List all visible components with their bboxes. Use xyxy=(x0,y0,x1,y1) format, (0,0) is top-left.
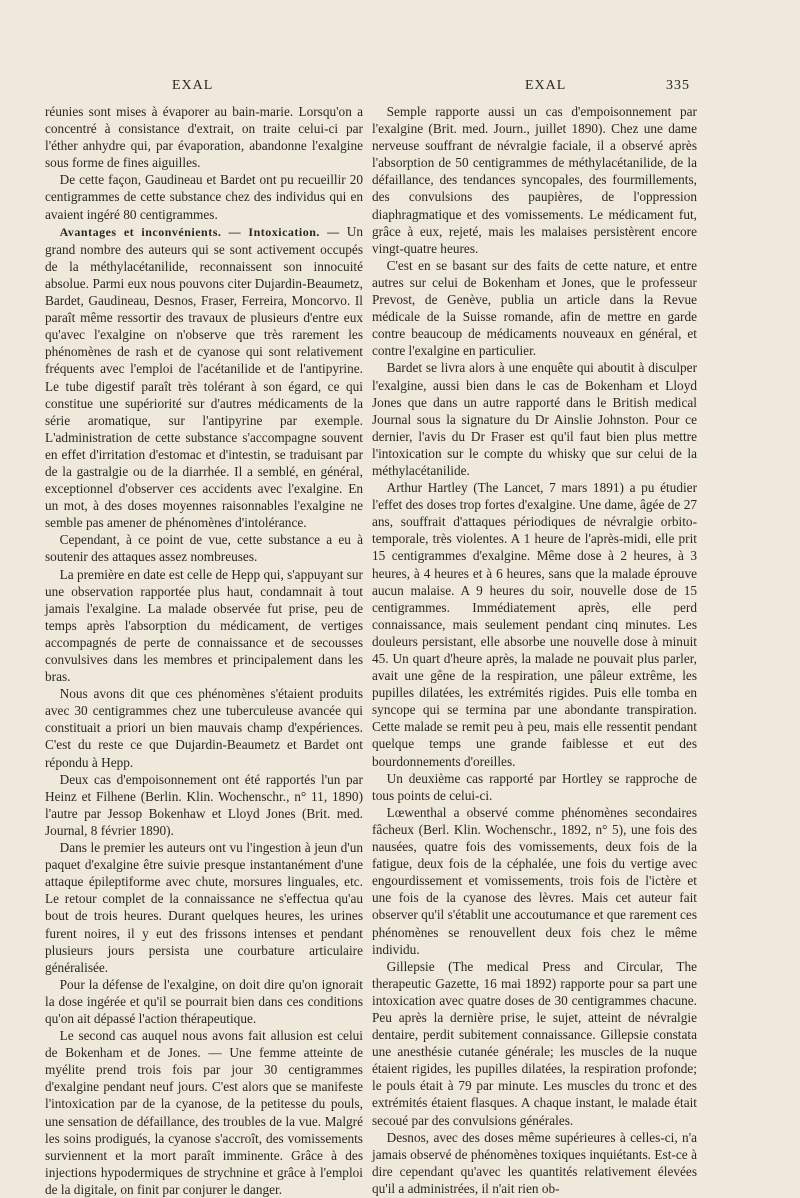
paragraph-text: Deux cas d'empoisonnement ont été rapportés l'un par Heinz et Filhene (Berlin. Klin. Wochenschr., n° 11, 1890) l'autre par Jessop Bokenhaw et Lloyd Jones (Brit. med. Journal, 8 février 1890). xyxy=(45,771,363,838)
page-number: 335 xyxy=(666,78,690,93)
paragraph-text: La première en date est celle de Hepp qui, s'appuyant sur une observation rapportée plus haut, condamnait à tout jamais l'exalgine. La malade observée fut prise, peu de temps après l'absorption du médicament, de vertiges accompagnés de perte de connaissance et de secousses convulsives dans les membres et principalement dans les bras. xyxy=(45,566,363,685)
section-subheading: Avantages et inconvénients. — Intoxication. — xyxy=(59,224,340,239)
paragraph xyxy=(372,103,697,257)
paragraph xyxy=(372,257,697,360)
paragraph xyxy=(45,171,363,222)
left-running-title: EXAL xyxy=(172,78,214,93)
paragraph xyxy=(45,566,363,686)
paragraph xyxy=(45,976,363,1027)
paragraph-text: Desnos, avec des doses même supérieures à celles-ci, n'a jamais observé de phénomènes toxiques inquiétants. Est-ce à dire cependant qu'avec les quantités relativement élevées qu'il a administrées, il n'ait rien ob- xyxy=(372,1129,697,1196)
paragraph-text: Bardet se livra alors à une enquête qui aboutit à disculper l'exalgine, aussi bien dans le cas de Bokenham et Lloyd Jones que dans un autre rapporté dans le British medical Journal sous la signature du Dr Ainslie Johnston. Pour ce dernier, l'avis du Dr Fraser est qu'il faut bien plus mettre l'intoxication sur le compte du whisky que sur celui de la méthylacétanilide. xyxy=(372,360,697,478)
paragraph-text: Cependant, à ce point de vue, cette substance a eu à soutenir des attaques assez nombreuses. xyxy=(45,532,363,565)
paragraph xyxy=(372,804,697,958)
paragraph-text: De cette façon, Gaudineau et Bardet ont pu recueillir 20 centigrammes de cette substance chez des individus qui en avaient ingéré 80 centigrammes. xyxy=(45,172,363,222)
paragraph xyxy=(45,685,363,770)
paragraph-text: Semple rapporte aussi un cas d'empoisonnement par l'exalgine (Brit. med. Journ., juillet 1890). Chez une dame nerveuse souffrant de névralgie faciale, il a observé après l'absorption de 50 centigrammes de méthylacétanilide, de la défaillance, des tendances syncopales, des fourmillements, des convulsions des paupières, de l'oppression diaphragmatique et des vomissements. Le médicament fut, grâce à eux, rejeté, mais les malaises persistèrent encore vingt-quatre heures. xyxy=(372,104,697,256)
paragraph xyxy=(45,1027,363,1198)
right-text-column xyxy=(372,103,697,1196)
paragraph-text: Pour la défense de l'exalgine, on doit dire qu'on ignorait la dose ingérée et qu'il se pourrait bien dans ces conditions qu'on ait dépassé l'action thérapeutique. xyxy=(45,976,363,1026)
right-running-title: EXAL xyxy=(525,78,567,93)
paragraph xyxy=(372,479,697,770)
running-header xyxy=(0,78,800,98)
paragraph xyxy=(372,770,697,804)
paragraph xyxy=(45,103,363,171)
paragraph-text: Le second cas auquel nous avons fait allusion est celui de Bokenham et de Jones. — Une femme atteinte de myélite prend trois fois par jour 30 centigrammes d'exalgine pendant neuf jours. C'est alors que se manifeste l'intoxication par de la cyanose, de la petitesse du pouls, une sensation de défaillance, des troubles de la vue. Malgré les soins prodigués, la cyanose s'accroît, des vomissements surviennent et la mort paraît imminente. Grâce à des injections hypodermiques de strychnine et grâce à l'emploi de la digitale, on finit par conjurer le danger. xyxy=(45,1028,363,1197)
paragraph xyxy=(372,359,697,479)
paragraph-text: Dans le premier les auteurs ont vu l'ingestion à jeun d'un paquet d'exalgine être suivie presque instantanément d'une attaque épileptiforme avec chute, morsures linguales, etc. Le retour complet de la connaissance ne s'effectua qu'au bout de trois heures. Durant quelques heures, les urines furent noires, il y eut des frissons intenses et pendant plusieurs jours persista une courbature articulaire généralisée. xyxy=(45,840,363,975)
paragraph-text: Gillepsie (The medical Press and Circular, The therapeutic Gazette, 16 mai 1892) rapporte pour sa part une intoxication avec quatre doses de 30 centigrammes chacune. Peu après la dernière prise, le sujet, atteint de névralgie dentaire, perdit subitement connaissance. Gillepsie constata une anesthésie cutanée générale; les muscles de la nuque étaient rigides, les pupilles dilatées, la respiration profonde; le pouls était à 79 par minute. Les muscles du tronc et des extrémités étaient flasques. A chaque instant, le malade était secoué par des convulsions générales. xyxy=(372,958,697,1128)
paragraph-text: Un deuxième cas rapporté par Hortley se rapproche de tous points de celui-ci. xyxy=(372,770,697,803)
paragraph-text: Lœwenthal a observé comme phénomènes secondaires fâcheux (Berl. Klin. Wochenschr., 1892, n° 5), une fois des nausées, quatre fois des vomissements, deux fois de la fatigue, deux fois de la céphalée, une fois du vertige avec engourdissement et vomissements, trois fois de l'ictère et une fois de la cyanose des lèvres. Mais cet auteur fait observer qu'il s'établit une accoutumance et que rarement ces phénomènes se renouvellent deux fois chez le même individu. xyxy=(372,804,697,957)
paragraph xyxy=(45,771,363,839)
paragraph-text: Arthur Hartley (The Lancet, 7 mars 1891) a pu étudier l'effet des doses trop fortes d'exalgine. Une dame, âgée de 27 ans, souffrait d'attaques périodiques de névralgie orbito-temporale, très violentes. A 1 heure de l'après-midi, elle prit 15 centigrammes d'exalgine. Même dose à 2 heures, à 3 heures, à 4 heures et à 6 heures, sans que la malade éprouve aucun malaise. A 9 heures du soir, nouvelle dose de 15 centigrammes. Immédiatement après, elle perd connaissance, mais seulement pendant cinq minutes. Les douleurs persistant, elle absorbe une nouvelle dose à minuit 45. Un quart d'heure après, la malade ne pouvait plus parler, avait une gêne de la respiration, une pâleur extrême, les pupilles dilatées, les extrémités rigides. Puis elle tomba en syncope qui se termina par une abondante transpiration. Cette malade se remit peu à peu, mais elle ressentit pendant quelque temps une grande faiblesse et eut des bourdonnements d'oreilles. xyxy=(372,480,697,769)
paragraph xyxy=(372,958,697,1129)
paragraph-text: Nous avons dit que ces phénomènes s'étaient produits avec 30 centigrammes chez une tuberculeuse avancée qui constituait a priori un bien mauvais champ d'expériences. C'est du reste ce que Dujardin-Beaumetz et Bardet ont répondu à Hepp. xyxy=(45,686,363,770)
paragraph xyxy=(45,531,363,565)
paragraph xyxy=(45,223,363,532)
paragraph-text: réunies sont mises à évaporer au bain-marie. Lorsqu'on a concentré à consistance d'extrait, on traite celui-ci par l'éther anhydre qui, par évaporation, abandonne l'exalgine sous forme de fines aiguilles. xyxy=(45,104,363,171)
paragraph xyxy=(372,1129,697,1197)
left-text-column xyxy=(45,103,363,1197)
paragraph-text: C'est en se basant sur des faits de cette nature, et entre autres sur celui de Bokenham et Jones, que le professeur Prevost, de Genève, publia un article dans la Revue médicale de la Suisse romande, afin de mettre en garde contre beaucoup de médicaments nouveaux en général, et contre l'exalgine en particulier. xyxy=(372,257,697,359)
paragraph-text: Un grand nombre des auteurs qui se sont activement occupés de la méthylacétanilide, reconnaissent son innocuité absolue. Parmi eux nous pouvons citer Dujardin-Beaumetz, Bardet, Gaudineau, Desnos, Fraser, Ferreira, Moncorvo. Il paraît même ressortir des travaux de plusieurs d'entre eux qu'avec l'exalgine on n'observe que très rarement les phénomènes de rash et de cyanose qui sont relativement fréquents avec l'emploi de l'acétanilide et de l'antipyrine. Le tube digestif paraît très tolérant à son égard, ce qui constitue une supériorité sur d'autres médicaments de la série aromatique, sur l'antipyrine par exemple. L'administration de cette substance s'accompagne souvent en effet d'irritation d'estomac et d'intestin, se traduisant par de la gastralgie ou de la diarrhée. Il a semblé, en général, exceptionnel d'observer ces accidents avec l'exalgine. En un mot, à des doses moyennes raisonnables l'exalgine ne semble pas amener de phénomènes d'intolérance. xyxy=(45,223,363,531)
paragraph xyxy=(45,839,363,976)
